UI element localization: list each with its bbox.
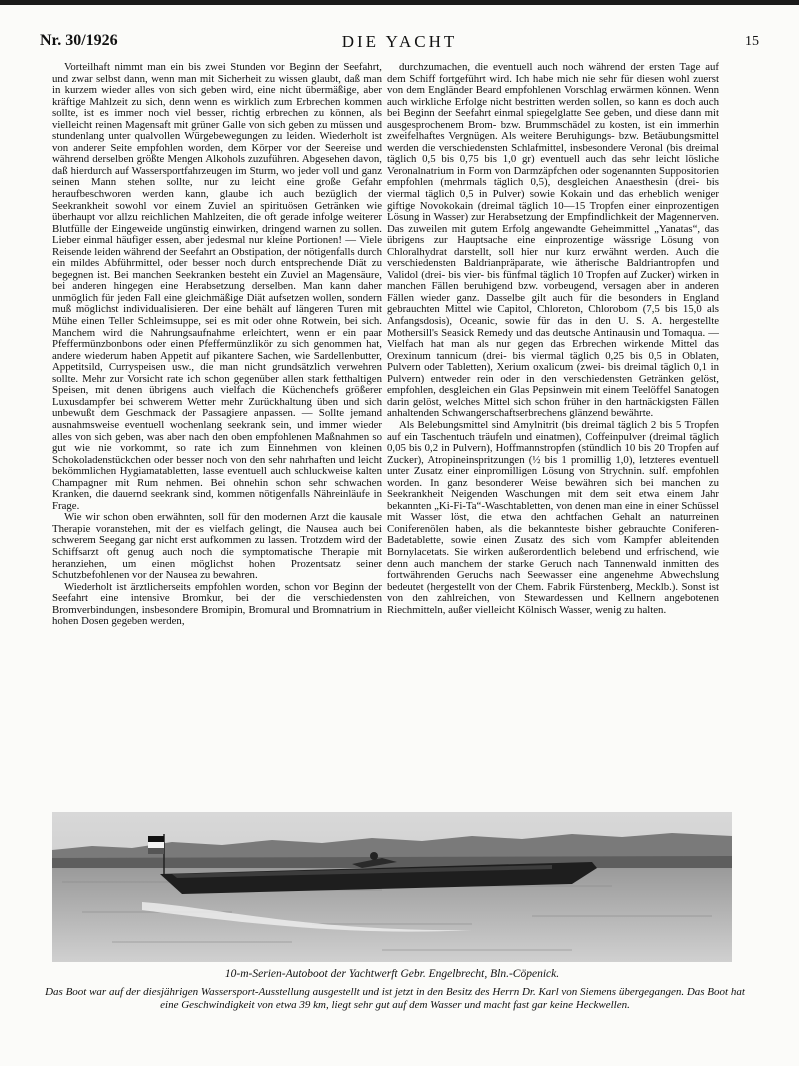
photo-caption-text: Das Boot war auf der diesjährigen Wassersport-Ausstellung ausgestellt und ist jetzt in den Besitz des Herrn Dr. Karl von Siemens übergegangen. Das Boot hat eine Geschwindigkeit von etwa 39 km, liegt sehr gut auf dem Wasser und macht fast gar keine Heckwellen.: [45, 986, 745, 1011]
journal-title: DIE YACHT: [341, 32, 458, 51]
paragraph: Als Belebungsmittel sind Amylnitrit (bis dreimal täglich 2 bis 5 Tropfen auf ein Taschentuch träufeln und einatmen), Coffeinpulver (dreimal täglich 0,05 bis 0,2 in Pulvern), Hoffmannstropfen (stündlich 10 bis 20 Tropfen auf Zucker), Atropineinspritzungen (½ bis 1 promillig 1,0), letzteres eventuell unter Zusatz einer einpromilligen Lösung von Strychnin. sulf. empfohlen worden. In ganz besonderer Weise bewähren sich bei manchen zu Seekrankheit Neigenden Waschungen mit dem seit etwa einem Jahr bekannten „Ki-Fi-Ta“-Waschtabletten, von denen man eine in einer Schüssel mit Wasser löst, die etwa den achtfachen Gehalt an naturreinen Coniferenölen haben, als die bekannteste bisher gebrauchte Coniferen-Badetablette, sowie einen Zusatz des sich vom Kampfer ableitenden Bornylacetats. Sie wirken außerordentlich belebend und erfrischend, wie denn auch manchem der starke Geruch nach Tannenwald inmitten des fortwährenden Geruchs nach Seewasser eine angenehme Abwechslung bedeutet (hergestellt von der Chem. Fabrik Fürstenberg, Mecklb.). Sonst ist von den zahlreichen, von Stewardessen und Kellnern angebotenen Riechmitteln, außer vielleicht Kölnisch Wasser, wenig zu halten.: [387, 418, 719, 616]
paragraph: Wiederholt ist ärztlicherseits empfohlen worden, schon vor Beginn der Seefahrt eine intensive Bromkur, bei der die verschiedensten Bromverbindungen, insbesondere Bromipin, Bromural und Bromnatrium in hohen Dosen gegeben werden,: [52, 580, 382, 628]
page-header: [40, 30, 759, 50]
page-number: 15: [745, 34, 759, 49]
left-column: [52, 62, 382, 794]
paragraph: Wie wir schon oben erwähnten, soll für den modernen Arzt die kausale Therapie voranstehen, mit der es vielfach gelingt, die Nausea auch bei schwerem Seegang gar nicht erst aufkommen zu lassen. Trotzdem wird der Schiffsarzt oft genug auch noch die symptomatische Therapie mit heranziehen, um einen möglichst hohen Prozentsatz seiner Schutzbefohlenen vor der Nausea zu bewahren.: [52, 511, 382, 582]
paragraph: Vorteilhaft nimmt man ein bis zwei Stunden vor Beginn der Seefahrt, und zwar selbst dann, wenn man mit Sicherheit zu wissen glaubt, daß man in kurzem wieder alles von sich geben wird, eine nicht übermäßige, aber kräftige Mahlzeit zu sich, denn wenn es wirklich zum Erbrechen kommen sollte, ist es immer noch viel besser, richtig erbrechen zu können, als vielleicht reinen Magensaft mit grüner Galle von sich geben zu müssen und stundenlang unter qualvollen Würgebewegungen zu leiden. Wiederholt ist von anderer Seite empfohlen worden, dem Körper vor der Seereise und während derselben größte Mengen Alkohols zuzuführen. Abgesehen davon, daß hierdurch auf Wassersportfahrzeugen im Sturm, wo jeder voll und ganz seinen Mann stehen sollte, nur zu leicht eine große Gefahr heraufbeschworen werden kann, glaube ich auch bezüglich der Seekrankheit sowohl vor einem Zuviel an spirituösen Getränken wie überhaupt vor allzu reichlichen Mahlzeiten, die oft gerade infolge weiterer Blutfülle der Eingeweide ungünstig einwirken, dringend warnen zu sollen. Lieber einmal häufiger essen, aber jedesmal nur kleine Portionen! — Viele Reisende leiden während der Seefahrt an Obstipation, der nötigenfalls durch ein mildes Abführmittel, oder besser noch durch entsprechende Diät zu begegnen ist. Bei manchen Seekranken besteht ein Zuviel an Magensäure, bei anderen hingegen eine Herabsetzung derselben. Man kann daher unmöglich für jeden Fall eine gleichmäßige Diät aufsetzen wollen, sondern muß möglichst individualisieren. Der eine behält auf längeren Turen mit Mühe einen Teller Schleimsuppe, sei es mit oder ohne Rotwein, bei sich. Manchem wird die Nahrungsaufnahme erleichtert, wenn er ein paar Pfeffermünzbonbons oder einen Pfeffermünzlikör zu sich genommen hat, andere wiederum haben Appetit auf pikantere Sachen, wie Sardellenbutter, Appetitsild, Curryspeisen usw., die man nicht grundsätzlich verwehren sollte. Mehr zur Vorsicht rate ich schon gegenüber allen stark fetthaltigen Speisen, mit denen übrigens auch vielfach die Küchenchefs größerer Luxusdampfer bei schwerem Wetter mehr Zurückhaltung üben und sich unbewußt dem Geschmack der Passagiere anpassen. — Sollte jemand ausnahmsweise eventuell wochenlang seekrank sein, und immer wieder alles von sich geben, was aber nach den oben empfohlenen Maßnahmen so gut wie nie vorkommt, so rate ich zum Einnehmen von kleinen Schokoladenstückchen oder besser noch von den sehr nahrhaften und leicht bekömmlichen Hygiamatabletten, lasse eventuell auch schluckweise kalten Champagner mit Rum nehmen. Bei ohnehin schon sehr schwachen Kranken, die dauernd seekrank sind, kommen nötigenfalls Nähreinläufe in Frage.: [52, 62, 382, 512]
right-column: [387, 62, 719, 794]
photo-caption-title: 10-m-Serien-Autoboot der Yachtwerft Gebr. Engelbrecht, Bln.-Cöpenick.: [224, 968, 560, 980]
paragraph: durchzumachen, die eventuell auch noch während der ersten Tage auf dem Schiff fortgeführt wird. Ich habe mich nie sehr für diesen wohl zuerst von dem Engländer Beard empfohlenen Vorschlag erwärmen können. Wenn auch wirkliche Erfolge nicht bestritten werden sollen, so kann es doch auch bei Beginn der Seefahrt einmal spiegelglatte See geben, und diese dann mit ausgesprochenem Brom- bzw. Brummschädel zu kosten, ist ein immerhin zweifelhaftes Vergnügen. Als weitere Beruhigungs- bzw. Betäubungsmittel werden die verschiedensten Schlafmittel, insbesondere Veronal (bis dreimal täglich 0,5 bis 0,75 bis 1,0 gr) eventuell auch das sehr leicht lösliche Veronalnatrium in Form von Darmzäpfchen oder sogenannten Suppositorien empfohlen (mehrmals täglich 0,5), desgleichen Anaesthesin (drei- bis viermal täglich 0,5 in Pulver) sowie Kokain und das erheblich weniger giftige Novokokain (dreimal täglich 10—15 Tropfen einer einprozentigen Lösung in Wasser) zur Herabsetzung der Empfindlichkeit der Magennerven. Das zuweilen mit gutem Erfolg angewandte Geheimmittel „Yanatas“, das übrigens zur Hauptsache eine einprozentige wässrige Lösung von Chloralhydrat darstellt, soll hier nur kurz erwähnt werden. Auch die verschiedensten Baldrianpräparate, wie ätherische Baldriantropfen und Validol (drei- bis vier- bis fünfmal täglich 10 Tropfen auf Zucker) wirken in manchen Fällen beruhigend bzw. vorbeugend, versagen aber in anderen Fällen wieder ganz. Dasselbe gilt auch für die besonders in England gebrauchten Mittel wie Capitol, Chloreton, Chlorobom (7,5 bis 15,0 als Anfangsdosis), Oceanic, sowie für das in den U. S. A. hergestellte Mothersill's Seasick Remedy und das deutsche Antinausin und Tomaqua. — Vielfach hat man als nur gegen das Erbrechen wirkende Mittel das Orexinum tannicum (drei- bis viermal täglich 0,25 bis 0,5 in Oblaten, Pulvern oder Tabletten), Xerium oxalicum (zwei- bis dreimal täglich 0,1 in Pulvern) entweder rein oder in den verschiedensten Getränken gelöst, empfohlen, desgleichen ein Glas Pepsinwein mit einem Teelöffel Sanatogen darin gelöst, welches Mittel sich schon früher in den hartnäckigsten Fällen anhaltenden Schwangerschaftserbrechens glänzend bewährte.: [387, 62, 719, 420]
page-top-border: [0, 0, 799, 5]
issue-number: Nr. 30/1926: [40, 32, 118, 49]
motorboat-photo: [52, 812, 732, 962]
